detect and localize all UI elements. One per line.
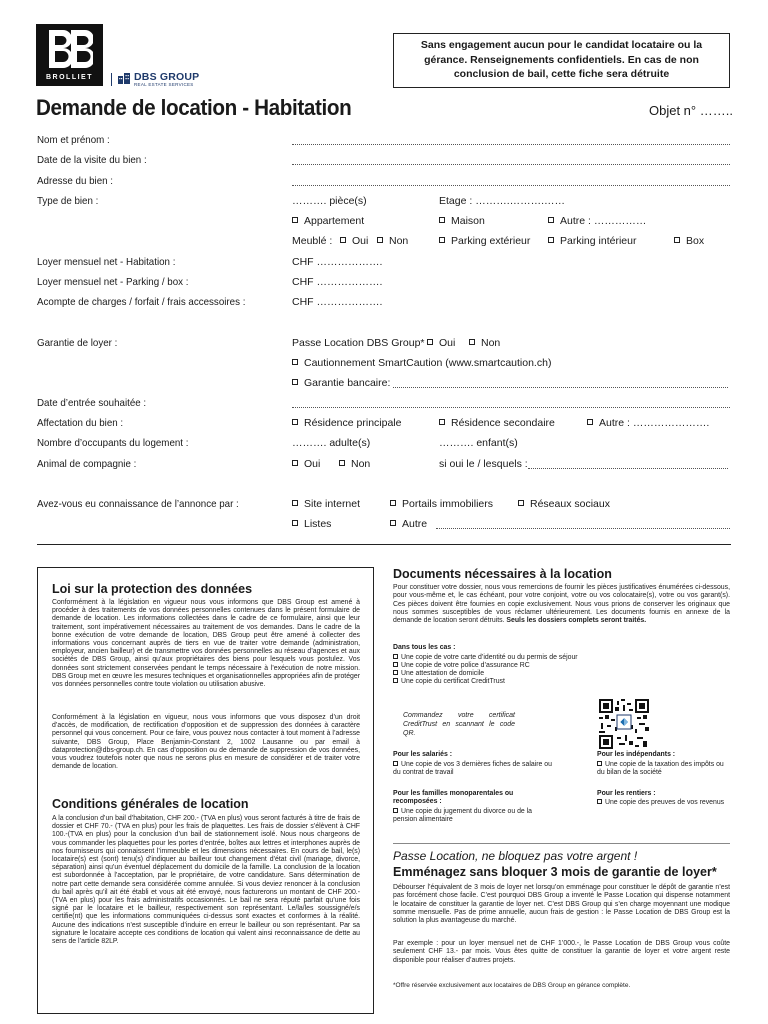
social-option[interactable] [518, 498, 610, 510]
parking-ext-option[interactable] [439, 235, 530, 247]
apartment-checkbox[interactable] [292, 217, 298, 223]
box-checkbox[interactable] [674, 237, 680, 243]
name-field[interactable] [292, 144, 730, 145]
furnished-label: Meublé : [292, 235, 333, 247]
house-option[interactable] [439, 215, 485, 227]
apartment-option[interactable] [292, 215, 364, 227]
logo-divider [111, 73, 112, 86]
box-label: Box [686, 235, 705, 247]
website-checkbox[interactable] [292, 500, 298, 506]
privacy-rights-text: Conformément à la législation en vigueur, nous vous informons que vous disposez d’un droit d’accès, de modification, de rectification d’opposition et de suppression des données à caractère personnel qui vous concernent. Pour ce faire, vous pouvez nous contacter à tout moment à l’adresse suivante, DBS Group, Place Benjamin-Constant 2, 1002 Lausanne ou par email à dataprotection@dbs-group.ch. En cas d’opposition ou de demande de suppression de vos données, vous voudrez toutefois noter que nous ne serons plus en mesure de considérer et de traiter votre demande de location. [52, 714, 360, 771]
ad-source-label: Avez-vous eu connaissance de l’annonce par : [37, 498, 239, 510]
adults-field[interactable]: ………. adulte(s) [292, 437, 371, 449]
furnished-yes-option[interactable] [340, 235, 368, 247]
passe-text: Débourser l’équivalent de 3 mois de loyer net lorsqu’on emménage pour constituer le dépôt de garantie n’est pas forcément chose facile. C’est pourquoi DBS Group a inventé le Passe Location qui dispense notamment le locataire de constituer la garantie de loyer net. C’est DBS Group qui s’en charge moyennant une modique somme mensuelle. Pas de prime annuelle, aucun frais de gestion : le Passe Location de DBS Group est la solution la plus avantageuse du marché. [393, 884, 730, 925]
house-label: Maison [451, 215, 485, 227]
building-icon [118, 73, 130, 84]
property-type-label: Type de bien : [37, 195, 99, 207]
main-residence-checkbox[interactable] [292, 419, 298, 425]
passe-yes-checkbox[interactable] [427, 339, 433, 345]
pet-which-label: si oui le / lesquels : [439, 458, 528, 470]
parking-int-option[interactable] [548, 235, 636, 247]
other-use-checkbox[interactable] [587, 419, 593, 425]
website-label: Site internet [304, 498, 361, 510]
social-label: Réseaux sociaux [530, 498, 610, 510]
section-divider [37, 544, 731, 545]
objet-number-field[interactable]: Objet n° …….. [649, 103, 733, 118]
main-residence-label: Résidence principale [304, 417, 402, 429]
conditions-text: A la conclusion d’un bail d’habitation, CHF 200.- (TVA en plus) vous seront facturés à titre de frais de dossier et CHF 70.- (TVA en plus) pour les frais de plaquettes. Les frais de dossier s’élèvent à CHF 100.-(TVA en plus) pour la conclusion d’un bail de stationnement isolé. Nous nous chargeons de vous commander les plaquettes pour les portes d’entrée, boîtes aux lettres et interphones auprès de nos fournisseurs qui connaissent l’immeuble et les dimensions nécessaires. En cours de bail, le(s) locataire(s) est (sont) tenu(s) d’indiquer au bailleur tout changement d’état civil (mariage, divorce, séparation) ainsi qu’un éventuel déplacement du domicile de la famille. La conclusion de la location est subordonnée à l’acceptation, par le propriétaire, de votre candidature. Sans détermination de notre part cette demande sera considérée comme annulée. Si vous deviez renoncer à la conclusion du bail après qu’il ait été établi et vous ait été envoyé, nous facturerons un montant de CHF 200.- (TVA en plus) pour les frais administratifs occasionnés. Le bail ne sera réputé parfait qu’une fois signé par le locataire et le bailleur, respectivement son représentant. Le/la/les soussigné/e/s certifie(nt) que les informations communiquées ci-dessus sont exactes et conformes à la réalité. Aucune des indications n’est susceptible d’induire en erreur le bailleur ou son représentant. Par sa signature le locataire accepte ces conditions de location qui valent ainsi reconnaissance de dette au sens de l’article 82LP. [52, 815, 360, 946]
website-option[interactable] [292, 498, 360, 510]
families-heading: Pour les familles monoparentales ou recomposées : [393, 790, 514, 806]
name-label: Nom et prénom : [37, 134, 110, 146]
furnished-no-checkbox[interactable] [377, 237, 383, 243]
employees-heading: Pour les salariés : [393, 751, 452, 758]
qr-note: Commandez votre certificat CreditTrust en scannant le code QR. [403, 712, 515, 737]
other-type-label: Autre : …………… [560, 215, 647, 227]
dbs-group-name: DBS GROUP [134, 71, 200, 83]
doc-item: Une copie de vos 3 dernières fiches de salaire ou du contrat de travail [393, 761, 552, 777]
pet-yes-checkbox[interactable] [292, 460, 298, 466]
passe-no-label: Non [481, 337, 501, 349]
rent-housing-field[interactable]: CHF ………………. [292, 256, 383, 268]
passe-no-checkbox[interactable] [469, 339, 475, 345]
occupants-label: Nombre d’occupants du logement : [37, 437, 189, 449]
retirees-heading: Pour les rentiers : [597, 790, 656, 797]
furnished-yes-label: Oui [352, 235, 369, 247]
doc-item: Une copie de votre carte d’identité ou du permis de séjour [393, 654, 578, 662]
box-option[interactable] [674, 235, 704, 247]
passe-divider [393, 843, 730, 844]
doc-item: Une attestation de domicile [393, 670, 484, 678]
other-source-label: Autre [402, 518, 428, 530]
parking-int-label: Parking intérieur [560, 235, 637, 247]
bank-guarantee-checkbox[interactable] [292, 379, 298, 385]
doc-item: Une copie de la taxation des impôts ou du bilan de la société [597, 761, 724, 777]
children-field[interactable]: ………. enfant(s) [439, 437, 518, 449]
conditions-heading: Conditions générales de location [52, 797, 249, 811]
other-type-option[interactable] [548, 215, 646, 227]
charges-field[interactable]: CHF ………………. [292, 296, 383, 308]
portals-label: Portails immobiliers [402, 498, 494, 510]
bank-guarantee-option[interactable] [292, 377, 390, 389]
visit-date-label: Date de la visite du bien : [37, 154, 147, 166]
floor-field[interactable]: Etage : ……….……….…… [439, 195, 566, 207]
privacy-text: Conformément à la législation en vigueur nous vous informons que DBS Group est amené à procéder à des traitements de vos données personnelles contenues dans le présent formulaire de demande de location. Les informations collectées dans le cadre de ce formulaire, ainsi que leur traitement, sont impérativement nécessaires au traitement de vos demandes. Dans le cadre de la bonne exécution de votre demande de location, DBS Group peut être amené à collecter des informations vous concernant auprès de tiers en vue de traiter votre demande (administration, employeur, ancien bailleur) et de transmettre vos données personnelles au réseau d’agences et aux sociétés de DBS Group, ainsi qu’aux propriétaires des biens pour lesquels vous postulez. Vos données sont strictement conservées pendant le temps nécessaire à l’exécution de notre mission. DBS Group met en œuvre les mesures techniques et organisationnelles appropriées afin de protéger vos données personnelles contre toute violation ou utilisation abusive. [52, 599, 360, 689]
secondary-residence-label: Résidence secondaire [451, 417, 555, 429]
address-label: Adresse du bien : [37, 175, 113, 187]
lists-label: Listes [304, 518, 332, 530]
passe-no-option[interactable] [469, 337, 500, 349]
dbs-group-subtitle: REAL ESTATE SERVICES [134, 82, 194, 87]
visit-date-field[interactable] [292, 164, 730, 165]
other-use-label: Autre : …………………. [599, 417, 710, 429]
qr-code-icon[interactable] [599, 699, 649, 749]
privacy-heading: Loi sur la protection des données [52, 582, 253, 596]
pet-label: Animal de compagnie : [37, 458, 137, 470]
passe-example: Par exemple : pour un loyer mensuel net de CHF 1’000.-, le Passe Location de DBS Group vous coûte seulement CHF 13.- par mois. Vous êtes quitte de constituer la garantie de loyer et votre argent reste disponible pour réaliser d’autres projets. [393, 940, 730, 964]
brolliet-logo [36, 24, 103, 86]
rent-parking-label: Loyer mensuel net - Parking / box : [37, 276, 189, 288]
pet-which-field[interactable] [528, 468, 728, 469]
house-checkbox[interactable] [439, 217, 445, 223]
portals-checkbox[interactable] [390, 500, 396, 506]
other-source-option[interactable] [390, 518, 427, 530]
passe-footnote: *Offre réservée exclusivement aux locataires de DBS Group en gérance complète. [393, 982, 631, 989]
use-label: Affectation du bien : [37, 417, 124, 429]
lists-checkbox[interactable] [292, 520, 298, 526]
furnished-no-label: Non [389, 235, 409, 247]
other-source-checkbox[interactable] [390, 520, 396, 526]
other-type-checkbox[interactable] [548, 217, 554, 223]
passe-yes-option[interactable] [427, 337, 455, 349]
all-cases-heading: Dans tous les cas : [393, 644, 456, 651]
pet-yes-label: Oui [304, 458, 321, 470]
documents-intro [393, 584, 730, 625]
lists-option[interactable] [292, 518, 331, 530]
brolliet-wordmark: BROLLIET [46, 74, 93, 81]
bank-guarantee-field[interactable] [393, 387, 728, 388]
page-title: Demande de location - Habitation [36, 95, 352, 120]
parking-int-checkbox[interactable] [548, 237, 554, 243]
smartcaution-label: Cautionnement SmartCaution (www.smartcaution.ch) [304, 357, 552, 369]
bb-logo-icon [45, 28, 93, 70]
passe-tagline: Passe Location, ne bloquez pas votre argent ! [393, 849, 638, 863]
legal-info-box [37, 567, 374, 1014]
smartcaution-option[interactable] [292, 357, 551, 369]
main-residence-option[interactable] [292, 417, 401, 429]
furnished-yes-checkbox[interactable] [340, 237, 346, 243]
portals-option[interactable] [390, 498, 493, 510]
self-employed-heading: Pour les indépendants : [597, 751, 676, 758]
secondary-residence-option[interactable] [439, 417, 555, 429]
doc-item: Une copie du jugement du divorce ou de la pension alimentaire [393, 808, 533, 824]
passe-location-label: Passe Location DBS Group* [292, 337, 425, 349]
smartcaution-checkbox[interactable] [292, 359, 298, 365]
apartment-label: Appartement [304, 215, 365, 227]
dbs-group-logo [118, 72, 218, 88]
parking-ext-checkbox[interactable] [439, 237, 445, 243]
documents-intro-bold: Seuls les dossiers complets seront traités. [506, 617, 647, 625]
guarantee-label: Garantie de loyer : [37, 337, 118, 349]
move-in-date-label: Date d’entrée souhaitée : [37, 397, 147, 409]
charges-label: Acompte de charges / forfait / frais accessoires : [37, 296, 246, 308]
pet-yes-option[interactable] [292, 458, 320, 470]
secondary-residence-checkbox[interactable] [439, 419, 445, 425]
furnished-no-option[interactable] [377, 235, 408, 247]
passe-yes-label: Oui [439, 337, 456, 349]
rooms-field[interactable]: ………. pièce(s) [292, 195, 367, 207]
pet-no-option[interactable] [339, 458, 370, 470]
rent-parking-field[interactable]: CHF ………………. [292, 276, 383, 288]
documents-intro-text: Pour constituer votre dossier, nous vous remercions de fournir les pièces justificatives énumérées ci-dessous, pour vous-même et, le cas échéant, pour votre conjoint, votre ou vos colocataire(s), votre ou vos garant(s). Ces pièces doivent être fournies en copie exclusivement. Nous vous prions de conserver les originaux que nous sommes susceptibles de vous réclamer ultérieurement. Les documents fournis en annexe de la demande de location seront détruits. [393, 584, 730, 625]
doc-item: Une copie de votre police d’assurance RC [393, 662, 530, 670]
parking-ext-label: Parking extérieur [451, 235, 531, 247]
other-source-field[interactable] [436, 528, 730, 529]
pet-no-checkbox[interactable] [339, 460, 345, 466]
pet-no-label: Non [351, 458, 371, 470]
move-in-date-field[interactable] [292, 407, 730, 408]
bank-guarantee-label: Garantie bancaire: [304, 377, 391, 389]
confidentiality-notice: Sans engagement aucun pour le candidat locataire ou la gérance. Renseignements confidentiels. En cas de non conclusion de bail, cette fiche sera détruite [393, 33, 730, 88]
documents-heading: Documents nécessaires à la location [393, 567, 612, 581]
passe-heading: Emménagez sans bloquer 3 mois de garantie de loyer* [393, 865, 717, 879]
address-field[interactable] [292, 185, 730, 186]
rent-housing-label: Loyer mensuel net - Habitation : [37, 256, 176, 268]
doc-item: Une copie du certificat CreditTrust [393, 678, 505, 686]
social-checkbox[interactable] [518, 500, 524, 506]
other-use-option[interactable] [587, 417, 709, 429]
doc-item: Une copie des preuves de vos revenus [597, 799, 724, 807]
